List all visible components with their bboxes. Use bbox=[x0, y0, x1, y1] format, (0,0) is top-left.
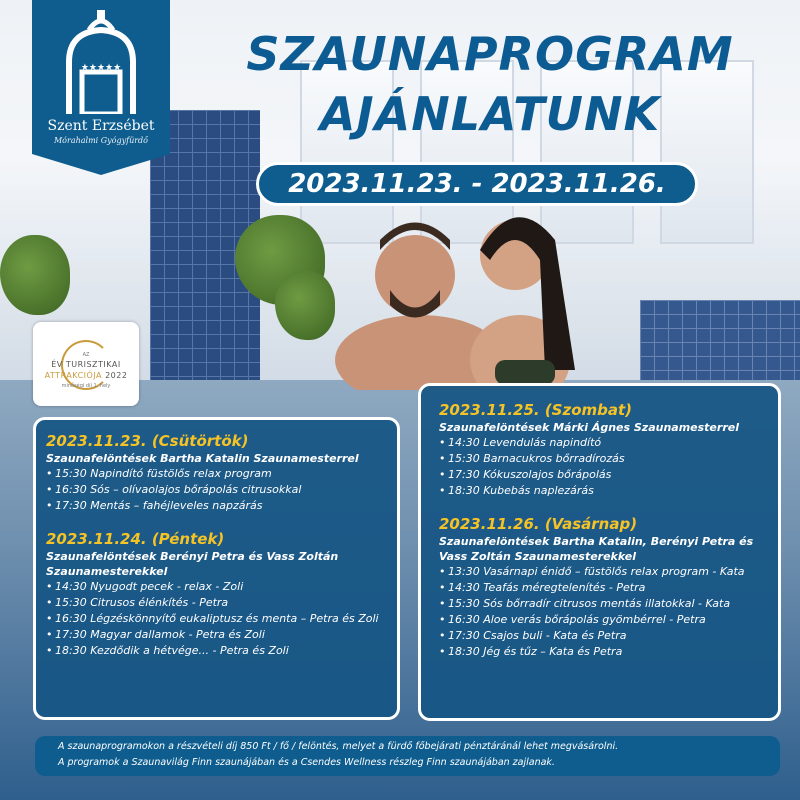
program-item: • 15:30 Napindító füstölős relax program bbox=[46, 466, 387, 482]
program-item: • 16:30 Aloe verás bőrápolás gyömbérrel - Petra bbox=[439, 612, 760, 628]
schedule-panel-left bbox=[33, 417, 400, 720]
program-item: • 17:30 Kókuszolajos bőrápolás bbox=[439, 467, 760, 483]
day-host: Szaunafelöntések Márki Ágnes Szaunamesterrel bbox=[439, 421, 739, 434]
page-title-line2: AJÁNLATUNK bbox=[319, 87, 661, 141]
couple-photo bbox=[330, 190, 660, 390]
program-list bbox=[46, 466, 387, 514]
page-title-line1: SZAUNAPROGRAM bbox=[246, 27, 734, 81]
brand-subtitle: Mórahalmi Gyógyfürdő bbox=[53, 136, 148, 145]
brand-name: Szent Erzsébet bbox=[47, 118, 155, 134]
program-item: • 16:30 Sós – olívaolajos bőrápolás citrusokkal bbox=[46, 482, 387, 498]
tower-icon bbox=[42, 10, 160, 114]
program-item: • 13:30 Vasárnapi énidő – füstölős relax program - Kata bbox=[439, 564, 760, 580]
program-item: • 17:30 Mentás – fahéjleveles napzárás bbox=[46, 498, 387, 514]
program-item: • 15:30 Sós bőrradír citrusos mentás illatokkal - Kata bbox=[439, 596, 760, 612]
program-item: • 17:30 Csajos buli - Kata és Petra bbox=[439, 628, 760, 644]
program-item: • 14:30 Teafás méregtelenítés - Petra bbox=[439, 580, 760, 596]
background-plant bbox=[0, 235, 70, 315]
award-word: ATTRAKCIÓJA bbox=[44, 371, 103, 380]
day-host: Szaunafelöntések Berényi Petra és Vass Zoltán Szaunamesterekkel bbox=[46, 550, 339, 578]
award-prefix: AZ bbox=[82, 352, 90, 358]
program-item: • 14:30 Levendulás napindító bbox=[439, 435, 760, 451]
day-date: 2023.11.23. (Csütörtök) bbox=[46, 432, 249, 450]
program-item: • 18:30 Kubebás naplezárás bbox=[439, 483, 760, 499]
footer-line1: A szaunaprogramokon a részvételi díj 850 Ft / fő / felöntés, melyet a fürdő főbejárati pénztáránál lehet megvásárolni. bbox=[58, 741, 619, 752]
program-item: • 15:30 Barnacukros bőrradírozás bbox=[439, 451, 760, 467]
program-item: • 14:30 Nyugodt pecek - relax - Zoli bbox=[46, 579, 387, 595]
day-host: Szaunafelöntések Bartha Katalin Szaunamesterrel bbox=[46, 452, 359, 465]
footer-line2: A programok a Szaunavilág Finn szaunájában és a Csendes Wellness részleg Finn szaunájában zajlanak. bbox=[58, 757, 555, 768]
day-date: 2023.11.26. (Vasárnap) bbox=[439, 515, 638, 533]
day-host: Szaunafelöntések Bartha Katalin, Berényi Petra és Vass Zoltán Szaunamesterekkel bbox=[439, 535, 754, 563]
program-item: • 18:30 Jég és tűz – Kata és Petra bbox=[439, 644, 760, 660]
program-list bbox=[439, 435, 760, 499]
date-range-badge: 2023.11.23. - 2023.11.26. bbox=[256, 162, 698, 206]
logo-stars: ★★★★★ bbox=[80, 63, 122, 73]
day-date: 2023.11.24. (Péntek) bbox=[46, 530, 225, 548]
award-line1: ÉV TURISZTIKAI bbox=[51, 360, 121, 369]
schedule-panel-right bbox=[418, 383, 781, 721]
award-year: 2022 bbox=[105, 371, 128, 380]
program-list bbox=[439, 564, 760, 660]
program-list bbox=[46, 579, 387, 659]
day-date: 2023.11.25. (Szombat) bbox=[439, 401, 633, 419]
program-item: • 17:30 Magyar dallamok - Petra és Zoli bbox=[46, 627, 387, 643]
program-item: • 18:30 Kezdődik a hétvége... - Petra és Zoli bbox=[46, 643, 387, 659]
award-line3: minőségi díj 1. hely bbox=[61, 383, 111, 389]
background-plant bbox=[275, 270, 335, 340]
award-badge bbox=[33, 322, 139, 406]
award-line2 bbox=[33, 371, 139, 380]
program-item: • 16:30 Légzéskönnyítő eukaliptusz és menta – Petra és Zoli bbox=[46, 611, 387, 627]
program-item: • 15:30 Citrusos élénkítés - Petra bbox=[46, 595, 387, 611]
